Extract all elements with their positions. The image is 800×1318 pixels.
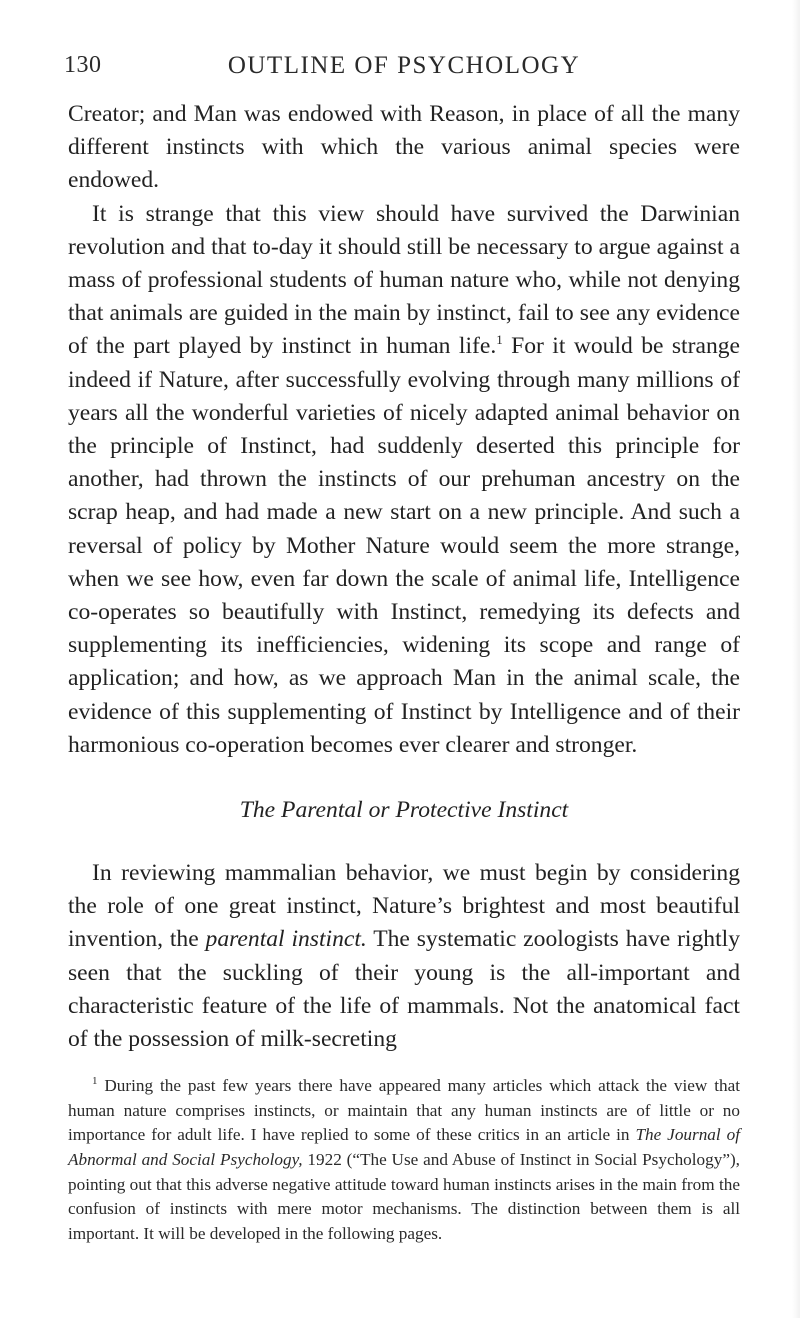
paragraph-parental-text-a: In reviewing mammalian behavior, we must begin by considering the role of one great instinct, Nature’s brightest and most beautiful invention, the bbox=[68, 860, 740, 953]
paragraph-parental-text-b: The systematic zoologists have rightly seen that the suckling of their young is the all-important and characteristic feature of the life of mammals. Not the anatomical fact of the possession of milk-secreting bbox=[68, 926, 740, 1053]
running-head bbox=[64, 48, 740, 88]
footnote-text-a: During the past few years there have appeared many articles which attack the view that human nature comprises instincts, or maintain that any human instincts are of little or no importance for adult life. I have replied to some of these critics in an article in bbox=[68, 1076, 740, 1145]
book-page bbox=[64, 48, 741, 1246]
page-number: 130 bbox=[64, 52, 102, 78]
page-edge-shadow bbox=[792, 0, 800, 1318]
section-heading: The Parental or Protective Instinct bbox=[239, 797, 569, 824]
paragraph-continued: Creator; and Man was endowed with Reason, in place of all the many different instincts with which the various animal species were endowed. bbox=[68, 101, 740, 194]
body-text bbox=[68, 98, 740, 1056]
paragraph-darwinian bbox=[68, 198, 740, 762]
footnote-text-b: 1922 (“The Use and Abuse of Instinct in Social Psychology”), pointing out that this adverse negative attitude toward human instincts arises in the main from the confusion of instincts with mere motor mechanisms. The distinction between them is all important. It will be developed in the following pages. bbox=[68, 1150, 740, 1243]
footnote-reference: 1 bbox=[496, 332, 503, 348]
paragraph-darwinian-text-a: It is strange that this view should have survived the Darwinian revolution and that to-day it should still be necessary to argue against a mass of professional students of human nature who, while not denying that animals are guided in the main by instinct, fail to see any evidence of the part played by instinct in human life. bbox=[68, 200, 740, 360]
footnote-journal-title: The Journal of Abnormal and Social Psychology, bbox=[68, 1125, 740, 1170]
parental-instinct-emphasis: parental instinct. bbox=[205, 926, 367, 953]
running-head-title: OUTLINE OF PSYCHOLOGY bbox=[227, 52, 581, 79]
footnote-marker: 1 bbox=[92, 1075, 98, 1088]
footnote bbox=[68, 1074, 740, 1246]
paragraph-darwinian-text-b: For it would be strange indeed if Nature, after successfully evolving through many millions of years all the wonderful varieties of nicely adapted animal behavior on the principle of Instinct, had suddenly deserted this principle for another, had thrown the instincts of our prehuman ancestry on the scrap heap, and had made a new start on a new principle. And such a reversal of policy by Mother Nature would seem the more strange, when we see how, even far down the scale of animal life, Intelligence co-operates so beautifully with Instinct, remedying its defects and supplementing its inefficiencies, widening its scope and range of application; and how, as we approach Man in the animal scale, the evidence of this supplementing of Instinct by Intelligence and of their harmonious co-operation becomes ever clearer and stronger. bbox=[68, 333, 741, 758]
paragraph-parental-instinct bbox=[68, 857, 740, 1056]
